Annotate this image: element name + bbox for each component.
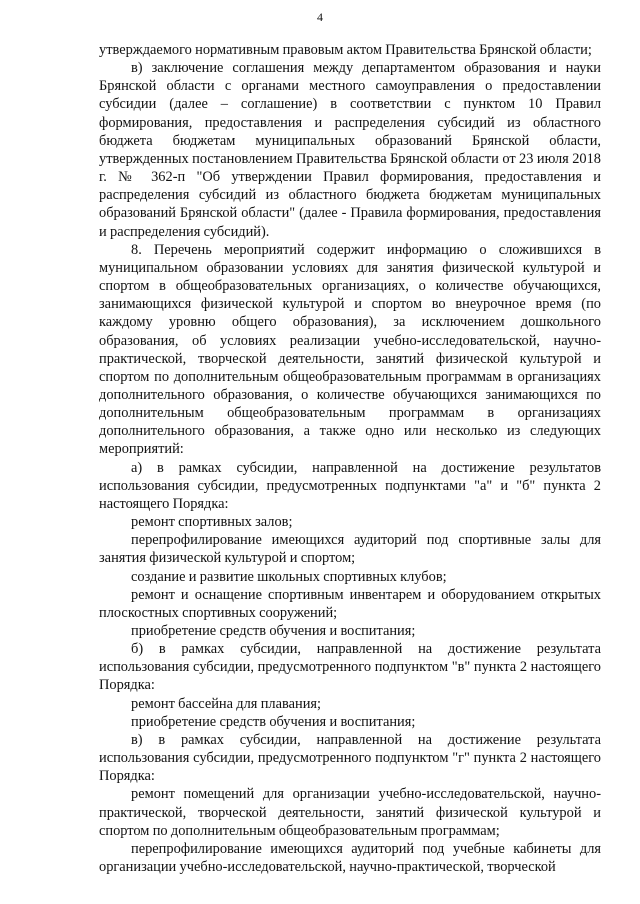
paragraph: ремонт спортивных залов; (131, 514, 293, 531)
paragraph: создание и развитие школьных спортивных клубов; (131, 568, 447, 585)
page-number: 4 (317, 10, 323, 24)
paragraph: в) заключение соглашения между департаментом образования и науки Брянской области с органами местного самоуправления о предоставлении субсидии (далее – соглашение) в соответствии с пунктом 10 Правил формирования, предоставления и распределения субсидий из областного бюджета бюджетам муниципальных образований Брянской области, утвержденных постановлением Правительства Брянской области от 23 июля 2018 г. № 362-п "Об утверждении Правил формирования, предоставления и распределения субсидий из областного бюджета бюджетам муниципальных образований Брянской области" (далее - Правила формирования, предоставления и распределения субсидий). (99, 60, 601, 240)
paragraph: приобретение средств обучения и воспитания; (131, 713, 416, 730)
paragraph: ремонт бассейна для плавания; (131, 695, 322, 712)
paragraph: а) в рамках субсидии, направленной на достижение результатов использования субсидии, предусмотренных подпунктами "а" и "б" пункта 2 настоящего Порядка: (99, 459, 601, 512)
document-body (99, 41, 601, 876)
paragraph: 8. Перечень мероприятий содержит информацию о сложившихся в муниципальном образовании условиях для занятия физической культурой и спортом в общеобразовательных организациях, о количестве обучающихся, занимающихся физической культурой и спортом во внеурочное время (по каждому уровню общего образования), за исключением дошкольного образования, об условиях реализации учебно-исследовательской, научно-практической, творческой деятельности, занятий физической культурой и спортом по дополнительным общеобразовательным программам в организациях дополнительного образования, о количестве обучающихся занимающихся по дополнительным общеобразовательным программам в организациях дополнительного образования, а также одно или несколько из следующих мероприятий: (99, 241, 601, 458)
paragraph: ремонт и оснащение спортивным инвентарем и оборудованием открытых плоскостных спортивных сооружений; (99, 586, 601, 621)
paragraph: ремонт помещений для организации учебно-исследовательской, научно-практической, творческой деятельности, занятий физической культурой и спортом по дополнительным общеобразовательным программам; (99, 786, 601, 839)
paragraph: утверждаемого нормативным правовым актом Правительства Брянской области; (99, 42, 592, 58)
paragraph: приобретение средств обучения и воспитания; (131, 623, 416, 639)
paragraph: перепрофилирование имеющихся аудиторий под учебные кабинеты для организации учебно-исследовательской, научно-практической, творческой (99, 840, 601, 876)
paragraph: б) в рамках субсидии, направленной на достижение результата использования субсидии, предусмотренного подпунктом "в" пункта 2 настоящего Порядка: (99, 641, 601, 694)
paragraph: перепрофилирование имеющихся аудиторий под спортивные залы для занятия физической культурой и спортом; (99, 532, 601, 567)
paragraph: в) в рамках субсидии, направленной на достижение результата использования субсидии, предусмотренного подпунктом "г" пункта 2 настоящего Порядка: (99, 731, 601, 785)
